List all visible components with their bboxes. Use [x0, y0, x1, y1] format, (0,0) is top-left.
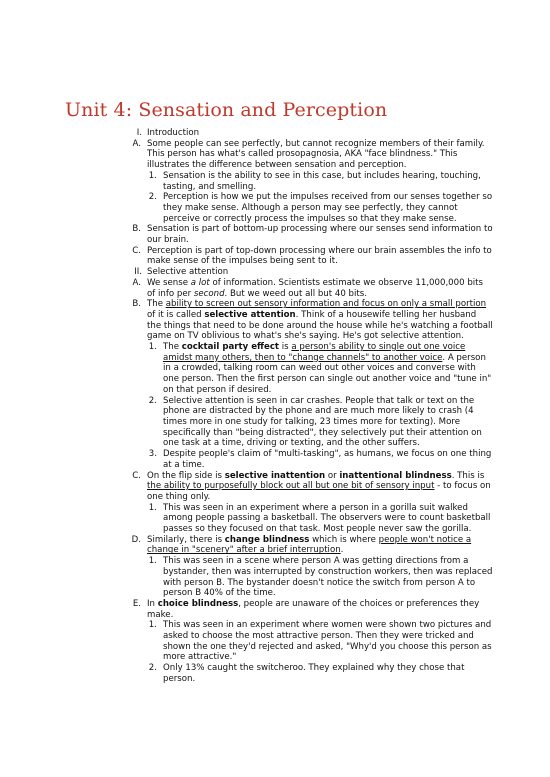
list-item	[0, 278, 493, 299]
list-item-text: This was seen in a scene where person A was getting directions from a bystander, then was interrupted by construction workers, then was replaced with person B. The bystander doesn't notice the switch from person A to person B 40% of the time.	[163, 556, 493, 599]
list-item	[0, 171, 493, 192]
list-marker: 1.	[148, 502, 157, 513]
list-marker: 2.	[148, 395, 157, 406]
list-item	[0, 139, 493, 171]
list-item	[0, 396, 493, 450]
list-item-text: Selective attention is seen in car crashes. People that talk or text on the phone are distracted by the phone and are much more likely to crash (4 times more in one study for talking, 23 times more for texting). More specifically than "being distracted", they selectively put their attention on one task at a time, driving or texting, and the other suffers.	[163, 395, 482, 449]
list-item	[0, 246, 493, 267]
underlined-phrase: the ability to purposefully block out all but one bit of sensory input	[147, 481, 435, 492]
list-item-text: The cocktail party effect is a person's ability to single out one voice amidst many others, then to "change channels" to another voice. A person in a crowded, talking room can weed out other voices and converse with one person. Then the first person can single out another voice and "tune in" on that person if desired.	[163, 342, 492, 395]
list-marker: 2.	[148, 192, 157, 203]
list-item	[0, 342, 493, 396]
list-item-text: Only 13% caught the switcheroo. They explained why they chose that person.	[163, 663, 465, 684]
section-heading: Selective attention	[147, 267, 229, 278]
list-marker: 2.	[148, 663, 157, 674]
list-item-text: Sensation is part of bottom-up processing where our senses send information to our brain.	[147, 224, 493, 246]
list-marker: 1.	[148, 342, 157, 353]
emphasis: a lot	[190, 277, 210, 288]
list-marker: C.	[132, 245, 141, 256]
key-term: selective inattention	[224, 470, 326, 481]
document-body	[0, 128, 550, 685]
list-item	[0, 192, 493, 224]
list-marker: 1.	[148, 170, 157, 181]
list-item	[0, 449, 493, 470]
list-item-text: We sense a lot of information. Scientists estimate we observe 11,000,000 bits of info per second. But we weed out all but 40 bits.	[147, 277, 484, 299]
list-marker: D.	[131, 534, 141, 545]
list-item	[0, 620, 493, 663]
underlined-phrase: a person's ability to single out one voice amidst many others, then to "change channels" to another voice	[163, 342, 466, 363]
key-term: choice blindness	[157, 598, 239, 609]
list-item-text: This was seen in an experiment where a person in a gorilla suit walked among people passing a basketball. The observers were to count basketball passes so they focused on that task. Most people never saw the gorilla.	[163, 502, 491, 535]
underlined-phrase: ability to screen out sensory information and focus on only a small portion	[165, 299, 487, 310]
list-item	[0, 471, 493, 503]
list-item-text: Perception is how we put the impulses received from our senses together so they make sense. Although a person may see perfectly, they cannot perceive or correctly process the impulses so that they make sense.	[163, 192, 493, 224]
list-item	[0, 535, 493, 556]
list-item	[0, 556, 493, 599]
list-item-text: Similarly, there is change blindness which is where people won't notice a change in "scenery" after a brief interruption.	[147, 534, 472, 556]
list-item	[0, 503, 493, 535]
list-item-text: On the flip side is selective inattention or inattentional blindness. This is the ability to purposefully block out all but one bit of sensory input - to focus on one thing only.	[147, 470, 491, 502]
list-marker: C.	[132, 470, 141, 481]
list-item-text: Despite people's claim of "multi-tasking", as humans, we focus on one thing at a time.	[163, 449, 492, 470]
list-item-text: Some people can see perfectly, but cannot recognize members of their family. This person has what's called prosopagnosia, AKA "face blindness." This illustrates the difference between sensation and perception.	[147, 138, 485, 171]
underlined-phrase: people won't notice a change in "scenery" after a brief interruption	[147, 534, 472, 556]
key-term: selective attention	[204, 309, 296, 320]
list-item-text: The ability to screen out sensory information and focus on only a small portion of it is called selective attention. Think of a housewife telling her husband the things that need to be done around the house while he's watching a football game on TV oblivious to what's she's saying. He's got selective attention.	[147, 299, 493, 342]
list-marker: I.	[136, 128, 142, 138]
list-item-text: In choice blindness, people are unaware of the choices or preferences they make.	[147, 598, 480, 620]
list-item-text: Perception is part of top-down processing where our brain assembles the info to make sense of the impulses being sent to it.	[147, 245, 492, 267]
list-item-text: This was seen in an experiment where women were shown two pictures and asked to choose the most attractive person. Then they were tricked and shown the one they'd rejected and asked, "Why'd you choose this person as more attractive."	[163, 620, 492, 663]
list-marker: II.	[134, 267, 142, 278]
list-marker: E.	[132, 598, 141, 609]
list-item	[0, 599, 493, 620]
emphasis: second	[193, 288, 225, 299]
list-marker: B.	[132, 224, 141, 235]
list-marker: 3.	[148, 449, 157, 460]
section-heading: Introduction	[147, 128, 200, 138]
key-term: inattentional blindness	[339, 470, 452, 481]
section-selective-attention	[0, 267, 478, 278]
key-term: cocktail party effect	[181, 342, 280, 353]
list-marker: 1.	[148, 556, 157, 567]
section-introduction	[0, 128, 478, 139]
list-item-text: Sensation is the ability to see in this case, but includes hearing, touching, tasting, and smelling.	[163, 170, 481, 192]
document-title: Unit 4: Sensation and Perception	[65, 99, 388, 121]
list-item	[0, 224, 493, 245]
list-marker: A.	[132, 277, 141, 288]
list-item	[0, 663, 493, 684]
list-marker: A.	[132, 138, 141, 149]
list-marker: B.	[132, 299, 141, 310]
list-item	[0, 299, 493, 342]
list-marker: 1.	[148, 620, 157, 631]
key-term: change blindness	[224, 534, 310, 545]
